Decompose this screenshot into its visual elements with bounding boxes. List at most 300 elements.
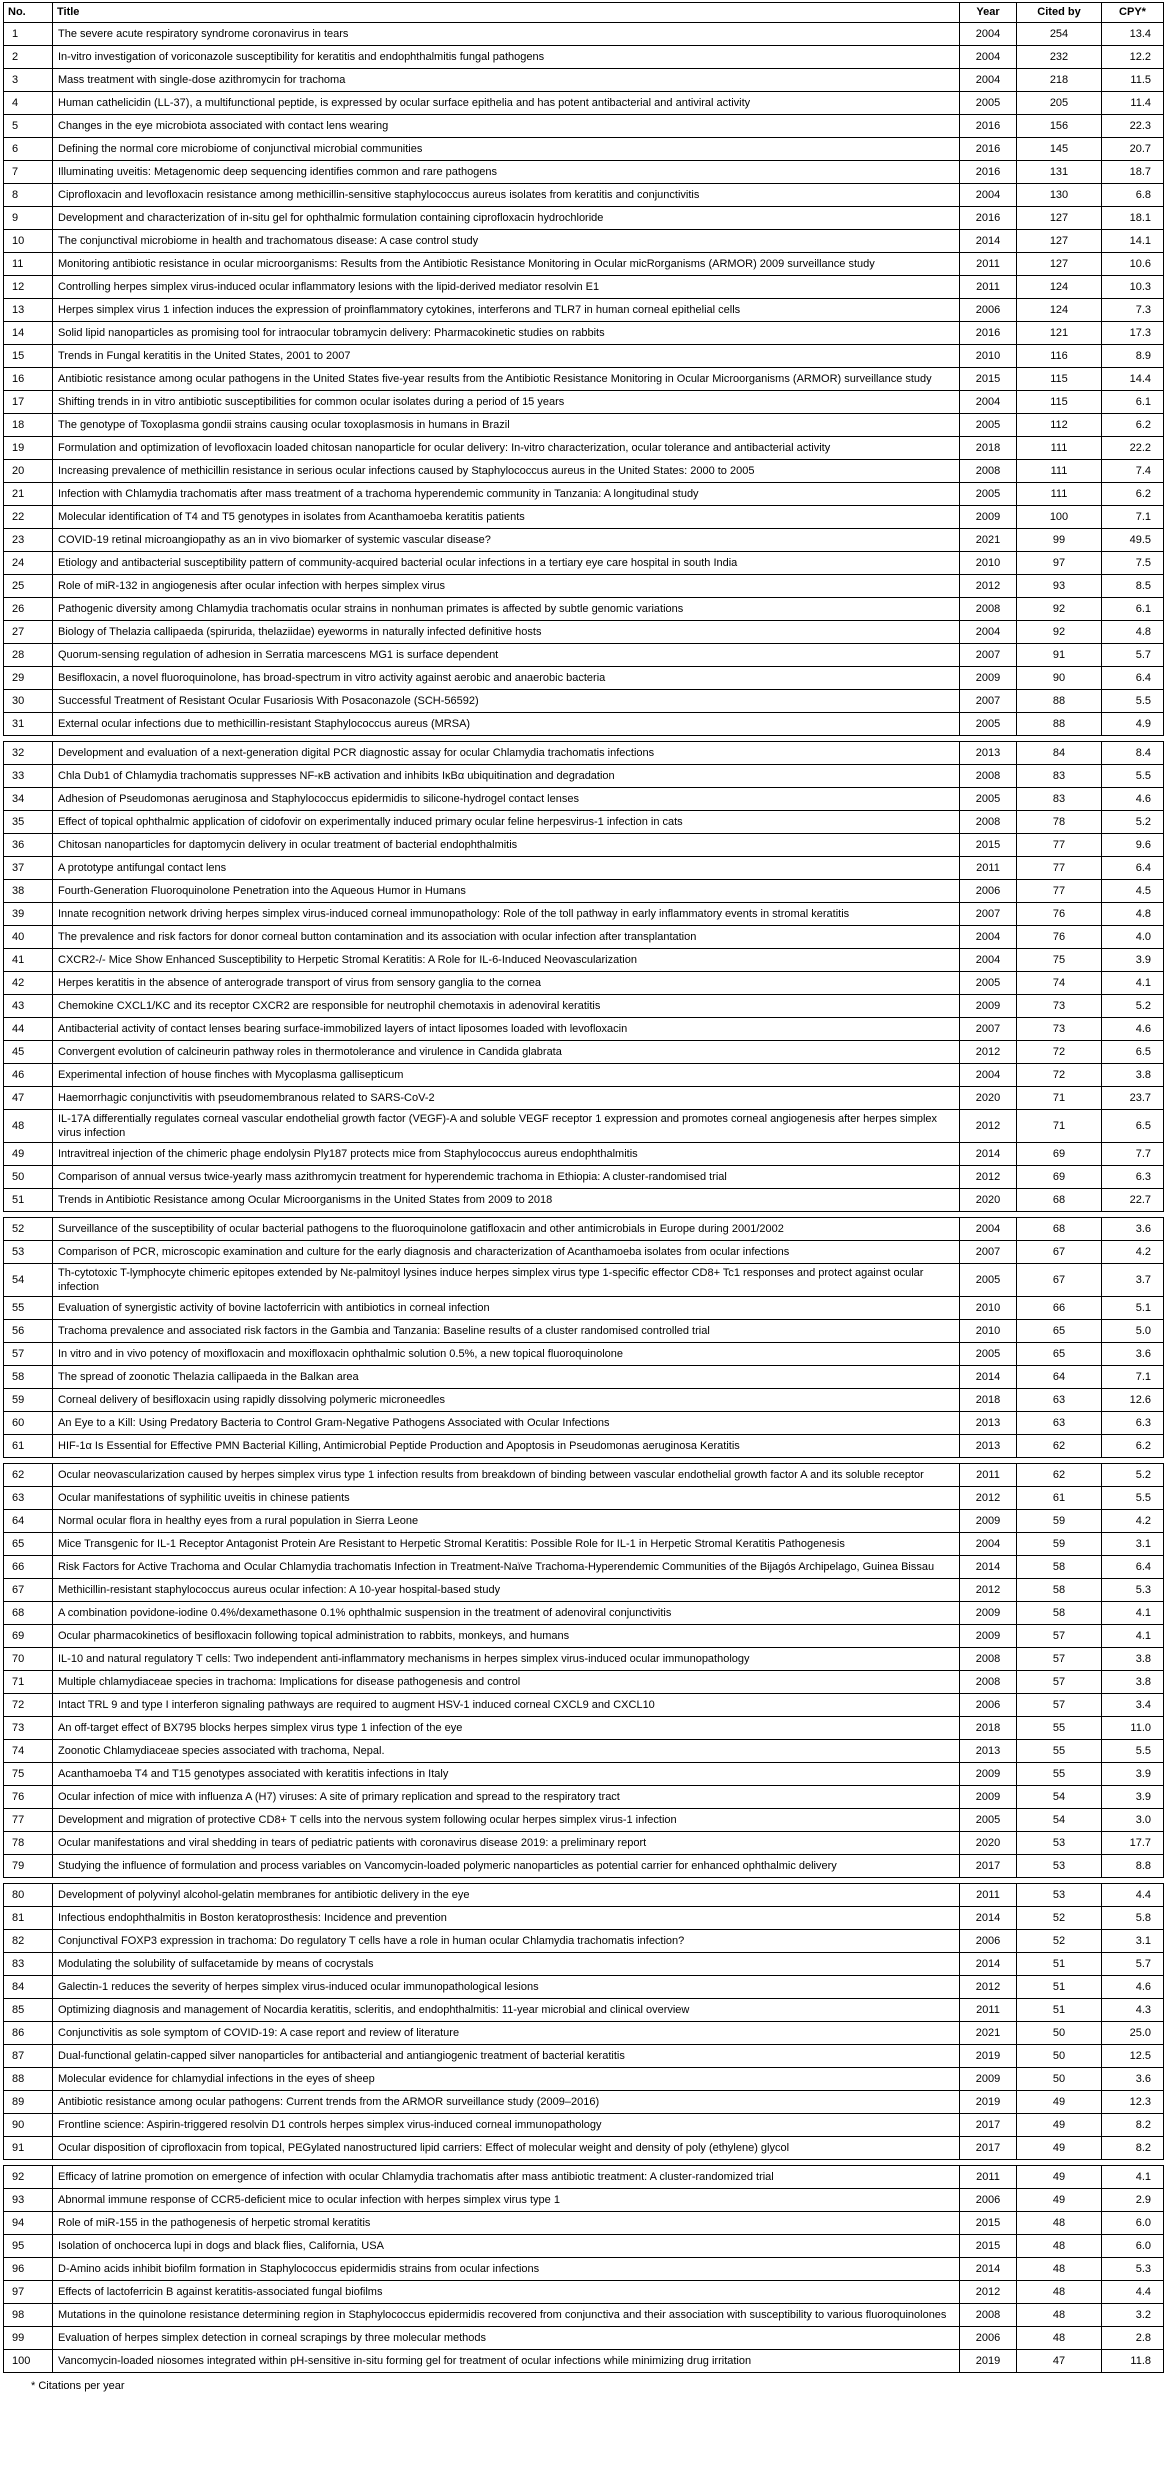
year-cell: 2019 <box>960 2045 1017 2068</box>
row-number-cell: 95 <box>4 2235 53 2258</box>
cited-by-cell: 50 <box>1017 2068 1102 2091</box>
year-cell: 2021 <box>960 2022 1017 2045</box>
year-cell: 2016 <box>960 322 1017 345</box>
cited-by-cell: 72 <box>1017 1041 1102 1064</box>
paper-title-cell: Chemokine CXCL1/KC and its receptor CXCR2 are responsible for neutrophil chemotaxis in adenoviral keratitis <box>53 995 960 1018</box>
row-number-cell: 33 <box>4 765 53 788</box>
cited-by-cell: 72 <box>1017 1064 1102 1087</box>
year-cell: 2012 <box>960 1579 1017 1602</box>
row-number-cell: 39 <box>4 903 53 926</box>
row-number-cell: 68 <box>4 1602 53 1625</box>
cited-by-cell: 49 <box>1017 2166 1102 2189</box>
year-cell: 2019 <box>960 2350 1017 2373</box>
row-number-cell: 30 <box>4 690 53 713</box>
cited-by-cell: 48 <box>1017 2258 1102 2281</box>
table-row <box>4 1320 1164 1343</box>
year-cell: 2009 <box>960 1763 1017 1786</box>
paper-title-cell: Zoonotic Chlamydiaceae species associated with trachoma, Nepal. <box>53 1740 960 1763</box>
cpy-cell: 8.4 <box>1102 742 1164 765</box>
table-row <box>4 1241 1164 1264</box>
paper-title-cell: Human cathelicidin (LL-37), a multifunctional peptide, is expressed by ocular surface epithelia and has potent antibacterial and antiviral activity <box>53 92 960 115</box>
paper-title-cell: The prevalence and risk factors for donor corneal button contamination and its association with ocular infection after transplantation <box>53 926 960 949</box>
table-row <box>4 903 1164 926</box>
column-header-no: No. <box>4 3 53 23</box>
cpy-cell: 4.2 <box>1102 1510 1164 1533</box>
table-row <box>4 713 1164 736</box>
column-header-cpy: CPY* <box>1102 3 1164 23</box>
row-number-cell: 85 <box>4 1999 53 2022</box>
ranking-table-segment <box>3 741 1164 1212</box>
table-row <box>4 46 1164 69</box>
cited-by-cell: 57 <box>1017 1625 1102 1648</box>
cpy-cell: 6.4 <box>1102 667 1164 690</box>
cited-by-cell: 67 <box>1017 1264 1102 1297</box>
paper-title-cell: Efficacy of latrine promotion on emergence of infection with ocular Chlamydia trachomatis after mass antibiotic treatment: A cluster-randomized trial <box>53 2166 960 2189</box>
row-number-cell: 88 <box>4 2068 53 2091</box>
year-cell: 2007 <box>960 644 1017 667</box>
paper-title-cell: External ocular infections due to methicillin-resistant Staphylococcus aureus (MRSA) <box>53 713 960 736</box>
year-cell: 2004 <box>960 184 1017 207</box>
paper-title-cell: Intravitreal injection of the chimeric phage endolysin Ply187 protects mice from Staphylococcus aureus endophthalmitis <box>53 1143 960 1166</box>
cpy-cell: 3.6 <box>1102 1218 1164 1241</box>
cited-by-cell: 121 <box>1017 322 1102 345</box>
cpy-cell: 5.7 <box>1102 644 1164 667</box>
paper-title-cell: Changes in the eye microbiota associated with contact lens wearing <box>53 115 960 138</box>
row-number-cell: 53 <box>4 1241 53 1264</box>
paper-title-cell: Abnormal immune response of CCR5-deficient mice to ocular infection with herpes simplex virus type 1 <box>53 2189 960 2212</box>
cpy-cell: 3.1 <box>1102 1533 1164 1556</box>
table-row <box>4 437 1164 460</box>
row-number-cell: 74 <box>4 1740 53 1763</box>
table-body <box>4 1464 1164 1878</box>
paper-title-cell: Trends in Fungal keratitis in the United States, 2001 to 2007 <box>53 345 960 368</box>
row-number-cell: 91 <box>4 2137 53 2160</box>
year-cell: 2011 <box>960 1884 1017 1907</box>
paper-title-cell: CXCR2-/- Mice Show Enhanced Susceptibility to Herpetic Stromal Keratitis: A Role for IL-6-Induced Neovascularization <box>53 949 960 972</box>
cited-by-cell: 76 <box>1017 926 1102 949</box>
year-cell: 2015 <box>960 2235 1017 2258</box>
row-number-cell: 50 <box>4 1166 53 1189</box>
year-cell: 2016 <box>960 207 1017 230</box>
cpy-cell: 7.1 <box>1102 1366 1164 1389</box>
table-row <box>4 1671 1164 1694</box>
year-cell: 2016 <box>960 161 1017 184</box>
row-number-cell: 34 <box>4 788 53 811</box>
year-cell: 2006 <box>960 1930 1017 1953</box>
cited-by-cell: 48 <box>1017 2327 1102 2350</box>
table-row <box>4 1110 1164 1143</box>
paper-title-cell: COVID-19 retinal microangiopathy as an in vivo biomarker of systemic vascular disease? <box>53 529 960 552</box>
cited-by-cell: 90 <box>1017 667 1102 690</box>
cpy-cell: 13.4 <box>1102 23 1164 46</box>
cpy-cell: 3.9 <box>1102 1786 1164 1809</box>
paper-title-cell: Antibacterial activity of contact lenses bearing surface-immobilized layers of intact liposomes loaded with levofloxacin <box>53 1018 960 1041</box>
row-number-cell: 9 <box>4 207 53 230</box>
table-row <box>4 2189 1164 2212</box>
year-cell: 2009 <box>960 2068 1017 2091</box>
year-cell: 2009 <box>960 506 1017 529</box>
table-row <box>4 299 1164 322</box>
year-cell: 2012 <box>960 2281 1017 2304</box>
row-number-cell: 80 <box>4 1884 53 1907</box>
row-number-cell: 21 <box>4 483 53 506</box>
table-row <box>4 138 1164 161</box>
table-row <box>4 1264 1164 1297</box>
cited-by-cell: 124 <box>1017 276 1102 299</box>
cited-by-cell: 55 <box>1017 1740 1102 1763</box>
paper-title-cell: Infectious endophthalmitis in Boston keratoprosthesis: Incidence and prevention <box>53 1907 960 1930</box>
row-number-cell: 4 <box>4 92 53 115</box>
year-cell: 2006 <box>960 299 1017 322</box>
paper-title-cell: Convergent evolution of calcineurin pathway roles in thermotolerance and virulence in Candida glabrata <box>53 1041 960 1064</box>
paper-title-cell: Optimizing diagnosis and management of Nocardia keratitis, scleritis, and endophthalmitis: 11-year microbial and clinical overview <box>53 1999 960 2022</box>
cpy-cell: 6.2 <box>1102 1435 1164 1458</box>
table-row <box>4 857 1164 880</box>
paper-title-cell: Formulation and optimization of levofloxacin loaded chitosan nanoparticle for ocular delivery: In-vitro characterization, ocular tolerance and antibacterial activity <box>53 437 960 460</box>
paper-title-cell: In-vitro investigation of voriconazole susceptibility for keratitis and endophthalmitis fungal pathogens <box>53 46 960 69</box>
paper-title-cell: Ocular manifestations and viral shedding in tears of pediatric patients with coronavirus disease 2019: a preliminary report <box>53 1832 960 1855</box>
paper-title-cell: A prototype antifungal contact lens <box>53 857 960 880</box>
table-row <box>4 1855 1164 1878</box>
paper-title-cell: Molecular identification of T4 and T5 genotypes in isolates from Acanthamoeba keratitis patients <box>53 506 960 529</box>
table-row <box>4 529 1164 552</box>
row-number-cell: 3 <box>4 69 53 92</box>
paper-title-cell: Controlling herpes simplex virus-induced ocular inflammatory lesions with the lipid-derived mediator resolvin E1 <box>53 276 960 299</box>
paper-title-cell: Acanthamoeba T4 and T15 genotypes associated with keratitis infections in Italy <box>53 1763 960 1786</box>
cpy-cell: 11.8 <box>1102 2350 1164 2373</box>
row-number-cell: 49 <box>4 1143 53 1166</box>
paper-title-cell: Defining the normal core microbiome of conjunctival microbial communities <box>53 138 960 161</box>
paper-title-cell: Successful Treatment of Resistant Ocular Fusariosis With Posaconazole (SCH-56592) <box>53 690 960 713</box>
table-row <box>4 1464 1164 1487</box>
year-cell: 2020 <box>960 1087 1017 1110</box>
cpy-cell: 4.2 <box>1102 1241 1164 1264</box>
year-cell: 2017 <box>960 2114 1017 2137</box>
cited-by-cell: 48 <box>1017 2235 1102 2258</box>
year-cell: 2008 <box>960 598 1017 621</box>
cpy-cell: 5.7 <box>1102 1953 1164 1976</box>
table-row <box>4 1809 1164 1832</box>
year-cell: 2006 <box>960 1694 1017 1717</box>
paper-title-cell: Ciprofloxacin and levofloxacin resistance among methicillin-sensitive staphylococcus aureus isolates from keratitis and conjunctivitis <box>53 184 960 207</box>
cited-by-cell: 76 <box>1017 903 1102 926</box>
row-number-cell: 83 <box>4 1953 53 1976</box>
cpy-cell: 4.9 <box>1102 713 1164 736</box>
cited-by-cell: 232 <box>1017 46 1102 69</box>
paper-title-cell: An Eye to a Kill: Using Predatory Bacteria to Control Gram-Negative Pathogens Associated with Ocular Infections <box>53 1412 960 1435</box>
cited-by-cell: 254 <box>1017 23 1102 46</box>
cited-by-cell: 63 <box>1017 1389 1102 1412</box>
paper-title-cell: Development and characterization of in-situ gel for ophthalmic formulation containing ciprofloxacin hydrochloride <box>53 207 960 230</box>
cited-by-cell: 88 <box>1017 713 1102 736</box>
table-row <box>4 2212 1164 2235</box>
year-cell: 2008 <box>960 811 1017 834</box>
cited-by-cell: 112 <box>1017 414 1102 437</box>
row-number-cell: 78 <box>4 1832 53 1855</box>
table-row <box>4 92 1164 115</box>
row-number-cell: 36 <box>4 834 53 857</box>
paper-title-cell: In vitro and in vivo potency of moxifloxacin and moxifloxacin ophthalmic solution 0.5%, a new topical fluoroquinolone <box>53 1343 960 1366</box>
row-number-cell: 29 <box>4 667 53 690</box>
ranking-table-segment <box>3 2165 1164 2373</box>
paper-title-cell: Experimental infection of house finches with Mycoplasma gallisepticum <box>53 1064 960 1087</box>
table-row <box>4 1953 1164 1976</box>
row-number-cell: 67 <box>4 1579 53 1602</box>
table-row <box>4 2235 1164 2258</box>
cpy-cell: 5.5 <box>1102 1740 1164 1763</box>
table-row <box>4 1786 1164 1809</box>
table-body <box>4 742 1164 1212</box>
cpy-cell: 5.8 <box>1102 1907 1164 1930</box>
row-number-cell: 27 <box>4 621 53 644</box>
row-number-cell: 75 <box>4 1763 53 1786</box>
cpy-cell: 6.4 <box>1102 857 1164 880</box>
paper-title-cell: Ocular neovascularization caused by herpes simplex virus type 1 infection results from breakdown of binding between vascular endothelial growth factor A and its soluble receptor <box>53 1464 960 1487</box>
cited-by-cell: 75 <box>1017 949 1102 972</box>
cited-by-cell: 66 <box>1017 1297 1102 1320</box>
cited-by-cell: 51 <box>1017 1976 1102 1999</box>
paper-title-cell: Antibiotic resistance among ocular pathogens in the United States five-year results from the Antibiotic Resistance Monitoring in Ocular Microorganisms (ARMOR) surveillance study <box>53 368 960 391</box>
table-row <box>4 690 1164 713</box>
paper-title-cell: Mutations in the quinolone resistance determining region in Staphylococcus epidermidis recovered from conjunctiva and their association with susceptibility to various fluoroquinolones <box>53 2304 960 2327</box>
paper-title-cell: Ocular infection of mice with influenza A (H7) viruses: A site of primary replication and spread to the respiratory tract <box>53 1786 960 1809</box>
cpy-cell: 6.5 <box>1102 1041 1164 1064</box>
cpy-cell: 17.3 <box>1102 322 1164 345</box>
cited-by-cell: 57 <box>1017 1671 1102 1694</box>
cited-by-cell: 48 <box>1017 2212 1102 2235</box>
table-row <box>4 1087 1164 1110</box>
cpy-cell: 5.2 <box>1102 811 1164 834</box>
table-row <box>4 1297 1164 1320</box>
cited-by-cell: 51 <box>1017 1999 1102 2022</box>
year-cell: 2010 <box>960 1297 1017 1320</box>
table-row <box>4 1999 1164 2022</box>
cpy-cell: 12.6 <box>1102 1389 1164 1412</box>
paper-title-cell: Mass treatment with single-dose azithromycin for trachoma <box>53 69 960 92</box>
year-cell: 2011 <box>960 1999 1017 2022</box>
table-row <box>4 506 1164 529</box>
cpy-cell: 17.7 <box>1102 1832 1164 1855</box>
cpy-cell: 12.5 <box>1102 2045 1164 2068</box>
table-row <box>4 2091 1164 2114</box>
table-row <box>4 972 1164 995</box>
cited-by-cell: 68 <box>1017 1218 1102 1241</box>
row-number-cell: 8 <box>4 184 53 207</box>
cpy-cell: 4.1 <box>1102 2166 1164 2189</box>
cited-by-cell: 49 <box>1017 2189 1102 2212</box>
cited-by-cell: 50 <box>1017 2045 1102 2068</box>
cited-by-cell: 97 <box>1017 552 1102 575</box>
paper-title-cell: Isolation of onchocerca lupi in dogs and black flies, California, USA <box>53 2235 960 2258</box>
paper-title-cell: Normal ocular flora in healthy eyes from a rural population in Sierra Leone <box>53 1510 960 1533</box>
row-number-cell: 84 <box>4 1976 53 1999</box>
year-cell: 2011 <box>960 857 1017 880</box>
cpy-cell: 10.3 <box>1102 276 1164 299</box>
year-cell: 2017 <box>960 2137 1017 2160</box>
year-cell: 2004 <box>960 23 1017 46</box>
year-cell: 2006 <box>960 2189 1017 2212</box>
row-number-cell: 66 <box>4 1556 53 1579</box>
cited-by-cell: 111 <box>1017 483 1102 506</box>
cited-by-cell: 77 <box>1017 857 1102 880</box>
row-number-cell: 56 <box>4 1320 53 1343</box>
paper-title-cell: Quorum-sensing regulation of adhesion in Serratia marcescens MG1 is surface dependent <box>53 644 960 667</box>
paper-title-cell: D-Amino acids inhibit biofilm formation in Staphylococcus epidermidis strains from ocular infections <box>53 2258 960 2281</box>
cited-by-cell: 92 <box>1017 598 1102 621</box>
year-cell: 2014 <box>960 1953 1017 1976</box>
year-cell: 2017 <box>960 1855 1017 1878</box>
year-cell: 2005 <box>960 972 1017 995</box>
year-cell: 2004 <box>960 926 1017 949</box>
row-number-cell: 72 <box>4 1694 53 1717</box>
year-cell: 2009 <box>960 1625 1017 1648</box>
table-row <box>4 2022 1164 2045</box>
cited-by-cell: 68 <box>1017 1189 1102 1212</box>
paper-title-cell: HIF-1α Is Essential for Effective PMN Bacterial Killing, Antimicrobial Peptide Production and Apoptosis in Pseudomonas aeruginosa Keratitis <box>53 1435 960 1458</box>
paper-title-cell: Haemorrhagic conjunctivitis with pseudomembranous related to SARS-CoV-2 <box>53 1087 960 1110</box>
cited-by-cell: 77 <box>1017 880 1102 903</box>
table-header <box>4 3 1164 23</box>
cpy-cell: 6.0 <box>1102 2212 1164 2235</box>
cpy-cell: 22.2 <box>1102 437 1164 460</box>
paper-title-cell: A combination povidone-iodine 0.4%/dexamethasone 0.1% ophthalmic suspension in the treatment of adenoviral conjunctivitis <box>53 1602 960 1625</box>
year-cell: 2004 <box>960 46 1017 69</box>
row-number-cell: 76 <box>4 1786 53 1809</box>
cited-by-cell: 69 <box>1017 1143 1102 1166</box>
year-cell: 2020 <box>960 1832 1017 1855</box>
cpy-cell: 3.0 <box>1102 1809 1164 1832</box>
paper-title-cell: Frontline science: Aspirin-triggered resolvin D1 controls herpes simplex virus-induced corneal immunopathology <box>53 2114 960 2137</box>
cpy-cell: 3.1 <box>1102 1930 1164 1953</box>
row-number-cell: 81 <box>4 1907 53 1930</box>
cpy-cell: 4.1 <box>1102 1602 1164 1625</box>
table-row <box>4 1064 1164 1087</box>
row-number-cell: 18 <box>4 414 53 437</box>
cited-by-cell: 218 <box>1017 69 1102 92</box>
cpy-cell: 6.3 <box>1102 1166 1164 1189</box>
cpy-cell: 4.1 <box>1102 1625 1164 1648</box>
row-number-cell: 86 <box>4 2022 53 2045</box>
year-cell: 2013 <box>960 742 1017 765</box>
cited-by-cell: 49 <box>1017 2114 1102 2137</box>
table-row <box>4 2350 1164 2373</box>
row-number-cell: 60 <box>4 1412 53 1435</box>
cited-by-cell: 52 <box>1017 1930 1102 1953</box>
row-number-cell: 12 <box>4 276 53 299</box>
row-number-cell: 63 <box>4 1487 53 1510</box>
year-cell: 2010 <box>960 552 1017 575</box>
cpy-cell: 4.8 <box>1102 621 1164 644</box>
cited-by-cell: 73 <box>1017 995 1102 1018</box>
year-cell: 2013 <box>960 1740 1017 1763</box>
cited-by-cell: 57 <box>1017 1648 1102 1671</box>
cited-by-cell: 93 <box>1017 575 1102 598</box>
row-number-cell: 24 <box>4 552 53 575</box>
cpy-cell: 4.3 <box>1102 1999 1164 2022</box>
year-cell: 2007 <box>960 690 1017 713</box>
paper-title-cell: Surveillance of the susceptibility of ocular bacterial pathogens to the fluoroquinolone gatifloxacin and other antimicrobials in Europe during 2001/2002 <box>53 1218 960 1241</box>
table-row <box>4 1412 1164 1435</box>
table-row <box>4 1602 1164 1625</box>
row-number-cell: 65 <box>4 1533 53 1556</box>
table-row <box>4 276 1164 299</box>
year-cell: 2012 <box>960 1487 1017 1510</box>
cited-by-cell: 111 <box>1017 460 1102 483</box>
ranking-table-segment <box>3 2 1164 736</box>
table-row <box>4 2258 1164 2281</box>
table-row <box>4 69 1164 92</box>
table-row <box>4 1976 1164 1999</box>
paper-title-cell: Conjunctivitis as sole symptom of COVID-19: A case report and review of literature <box>53 2022 960 2045</box>
table-row <box>4 1694 1164 1717</box>
cpy-cell: 5.2 <box>1102 995 1164 1018</box>
year-cell: 2011 <box>960 276 1017 299</box>
row-number-cell: 38 <box>4 880 53 903</box>
year-cell: 2006 <box>960 880 1017 903</box>
cited-by-cell: 92 <box>1017 621 1102 644</box>
paper-title-cell: The genotype of Toxoplasma gondii strains causing ocular toxoplasmosis in humans in Brazil <box>53 414 960 437</box>
cpy-cell: 7.5 <box>1102 552 1164 575</box>
row-number-cell: 43 <box>4 995 53 1018</box>
year-cell: 2018 <box>960 437 1017 460</box>
year-cell: 2019 <box>960 2091 1017 2114</box>
cited-by-cell: 59 <box>1017 1510 1102 1533</box>
table-row <box>4 2137 1164 2160</box>
cited-by-cell: 71 <box>1017 1087 1102 1110</box>
paper-title-cell: Adhesion of Pseudomonas aeruginosa and Staphylococcus epidermidis to silicone-hydrogel contact lenses <box>53 788 960 811</box>
cpy-cell: 6.0 <box>1102 2235 1164 2258</box>
cited-by-cell: 124 <box>1017 299 1102 322</box>
cpy-cell: 18.7 <box>1102 161 1164 184</box>
table-row <box>4 2114 1164 2137</box>
year-cell: 2004 <box>960 949 1017 972</box>
year-cell: 2013 <box>960 1412 1017 1435</box>
column-header-cited-by: Cited by <box>1017 3 1102 23</box>
cpy-cell: 4.5 <box>1102 880 1164 903</box>
row-number-cell: 77 <box>4 1809 53 1832</box>
table-row <box>4 949 1164 972</box>
row-number-cell: 48 <box>4 1110 53 1143</box>
paper-title-cell: Pathogenic diversity among Chlamydia trachomatis ocular strains in nonhuman primates is affected by subtle genomic variations <box>53 598 960 621</box>
cited-by-cell: 65 <box>1017 1320 1102 1343</box>
paper-title-cell: Trends in Antibiotic Resistance among Ocular Microorganisms in the United States from 2009 to 2018 <box>53 1189 960 1212</box>
row-number-cell: 14 <box>4 322 53 345</box>
row-number-cell: 37 <box>4 857 53 880</box>
cpy-cell: 4.0 <box>1102 926 1164 949</box>
cpy-cell: 14.1 <box>1102 230 1164 253</box>
table-row <box>4 1884 1164 1907</box>
paper-title-cell: Galectin-1 reduces the severity of herpes simplex virus-induced ocular immunopathological lesions <box>53 1976 960 1999</box>
row-number-cell: 25 <box>4 575 53 598</box>
paper-title-cell: Dual-functional gelatin-capped silver nanoparticles for antibacterial and antiangiogenic treatment of bacterial keratitis <box>53 2045 960 2068</box>
table-row <box>4 995 1164 1018</box>
paper-title-cell: Role of miR-132 in angiogenesis after ocular infection with herpes simplex virus <box>53 575 960 598</box>
table-row <box>4 1832 1164 1855</box>
table-row <box>4 1763 1164 1786</box>
paper-title-cell: Modulating the solubility of sulfacetamide by means of cocrystals <box>53 1953 960 1976</box>
cpy-cell: 3.8 <box>1102 1648 1164 1671</box>
cited-by-cell: 84 <box>1017 742 1102 765</box>
cpy-cell: 8.2 <box>1102 2114 1164 2137</box>
paper-title-cell: Comparison of annual versus twice-yearly mass azithromycin treatment for hyperendemic trachoma in Ethiopia: A cluster-randomised trial <box>53 1166 960 1189</box>
paper-title-cell: Increasing prevalence of methicillin resistance in serious ocular infections caused by Staphylococcus aureus in the United States: 2000 to 2005 <box>53 460 960 483</box>
year-cell: 2015 <box>960 834 1017 857</box>
table-row <box>4 1389 1164 1412</box>
cpy-cell: 22.3 <box>1102 115 1164 138</box>
cited-by-cell: 53 <box>1017 1855 1102 1878</box>
year-cell: 2004 <box>960 1218 1017 1241</box>
year-cell: 2005 <box>960 483 1017 506</box>
